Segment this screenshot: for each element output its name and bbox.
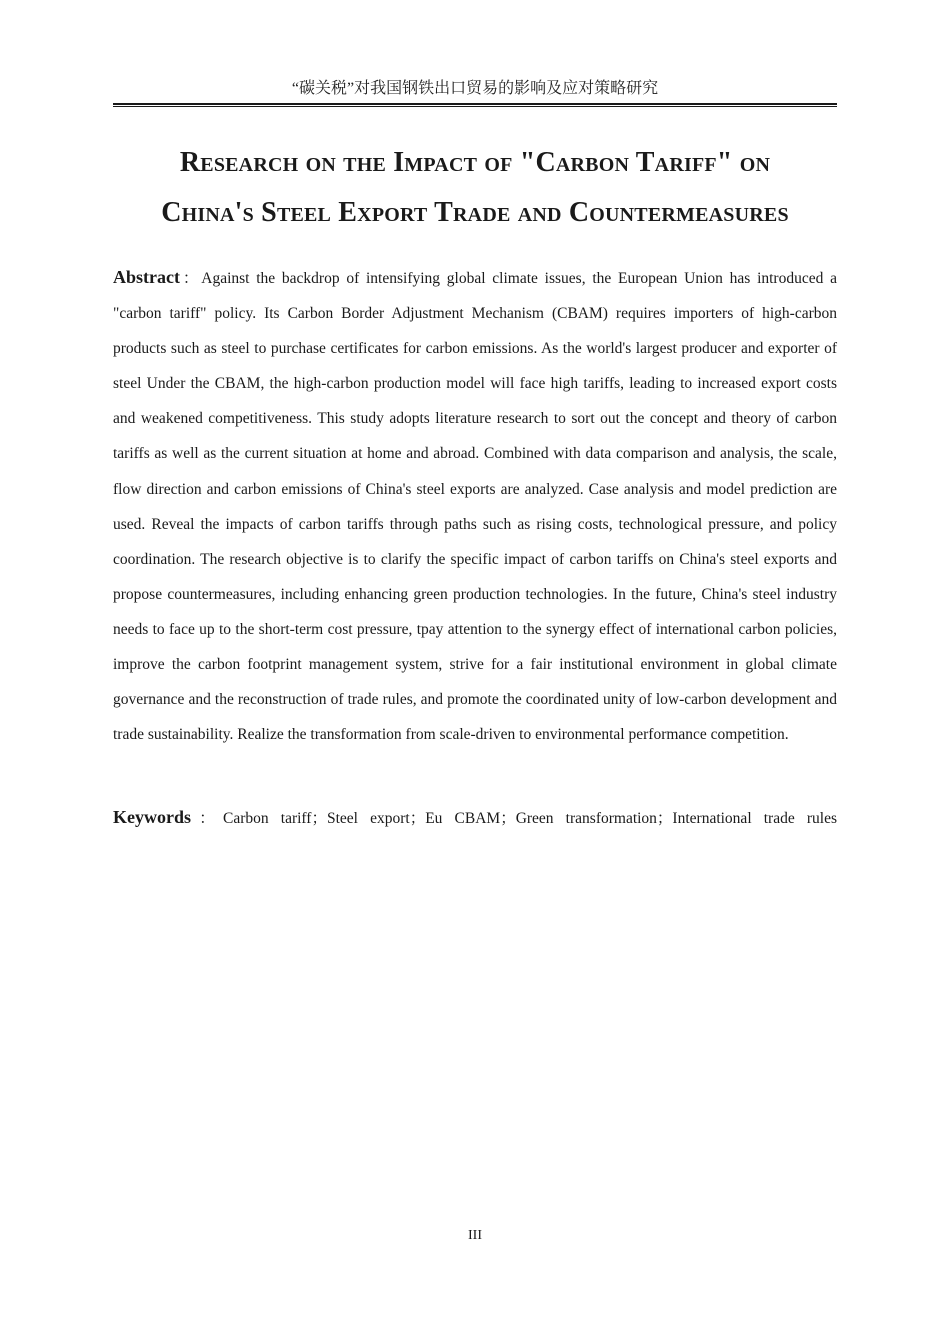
keywords-separator: ： [191, 810, 224, 827]
running-header: “碳关税”对我国钢铁出口贸易的影响及应对策略研究 [291, 80, 659, 97]
abstract-section [113, 260, 837, 752]
keywords-text: Carbon tariff；Steel export；Eu CBAM；Green transformation；International trade rules [223, 810, 837, 827]
paper-title-line-1: Research on the Impact of "Carbon Tariff" on [179, 147, 771, 178]
abstract-label: Abstract [113, 267, 180, 287]
keywords-label: Keywords [113, 807, 191, 827]
abstract-separator: ： [179, 270, 202, 287]
header-double-rule [113, 103, 837, 107]
paper-title [113, 138, 837, 238]
abstract-text: Against the backdrop of intensifying global climate issues, the European Union has introduced a "carbon tariff" policy. Its Carbon Border Adjustment Mechanism (CBAM) requires importers of high-carbon products such as steel to purchase certificates for carbon emissions. As the world's largest producer and exporter of steel Under the CBAM, the high-carbon production model will face high tariffs, leading to increased export costs and weakened competitiveness. This study adopts literature research to sort out the concept and theory of carbon tariffs as well as the current situation at home and abroad. Combined with data comparison and analysis, the scale, flow direction and carbon emissions of China's steel exports are analyzed. Case analysis and model prediction are used. Reveal the impacts of carbon tariffs through paths such as rising costs, technological pressure, and policy coordination. The research objective is to clarify the specific impact of carbon tariffs on China's steel exports and propose countermeasures, including enhancing green production technologies. In the future, China's steel industry needs to face up to the short-term cost pressure, tpay attention to the synergy effect of international carbon policies, improve the carbon footprint management system, strive for a fair institutional environment in global climate governance and the reconstruction of trade rules, and promote the coordinated unity of low-carbon development and trade sustainability. Realize the transformation from scale-driven to environmental performance competition. [113, 270, 837, 744]
paper-title-line-2: China's Steel Export Trade and Countermeasures [161, 197, 789, 228]
page-number: III [468, 1228, 482, 1243]
keywords-section [113, 800, 837, 836]
